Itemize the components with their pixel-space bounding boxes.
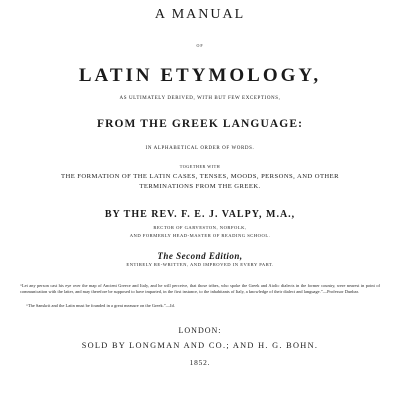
publisher-line: SOLD BY LONGMAN AND CO.; AND H. G. BOHN. [81, 341, 319, 350]
author-line: BY THE REV. F. E. J. VALPY, M.A., [104, 209, 296, 220]
edition-line: The Second Edition, [157, 251, 243, 261]
epigraph-quote-id: “The Sanskrit and the Latin must be founded in a great measure on the Greek.”—Id. [26, 303, 175, 308]
formation-line-2: TERMINATIONS FROM THE GREEK. [139, 183, 261, 190]
order-line: IN ALPHABETICAL ORDER OF WORDS. [145, 146, 255, 151]
formation-line-1: THE FORMATION OF THE LATIN CASES, TENSES, MOODS, PERSONS, AND OTHER [61, 173, 339, 180]
publication-year: 1852. [189, 358, 211, 367]
formerly-line: AND FORMERLY HEAD-MASTER OF READING SCHOOL. [129, 233, 271, 238]
epigraph-quote-dunbar: “Let any person cast his eye over the map of Ancient Greece and Italy, and he will perceive, that those tribes, who spoke the Greek and Aiolic dialects in the former country, were nearest in point of communication with the latter, and may therefore be supposed to have imparted, in the first instance, to the inhabitants of Italy, a knowledge of their dialect and language.”—Professor Dunbar. [20, 283, 380, 295]
book-heading: A MANUAL [154, 7, 246, 22]
of-small-caption: OF [196, 43, 204, 48]
book-title: LATIN ETYMOLOGY, [78, 65, 322, 86]
together-with-caption: TOGETHER WITH [179, 164, 221, 169]
rewritten-line: ENTIRELY RE-WRITTEN, AND IMPROVED IN EVERY PART. [126, 262, 274, 267]
book-subtitle: FROM THE GREEK LANGUAGE: [96, 118, 304, 130]
rector-line: RECTOR OF GARVESTON, NORFOLK, [153, 225, 247, 230]
derived-line: AS ULTIMATELY DERIVED, WITH BUT FEW EXCEPTIONS, [119, 96, 281, 101]
publication-place: LONDON: [178, 326, 222, 335]
